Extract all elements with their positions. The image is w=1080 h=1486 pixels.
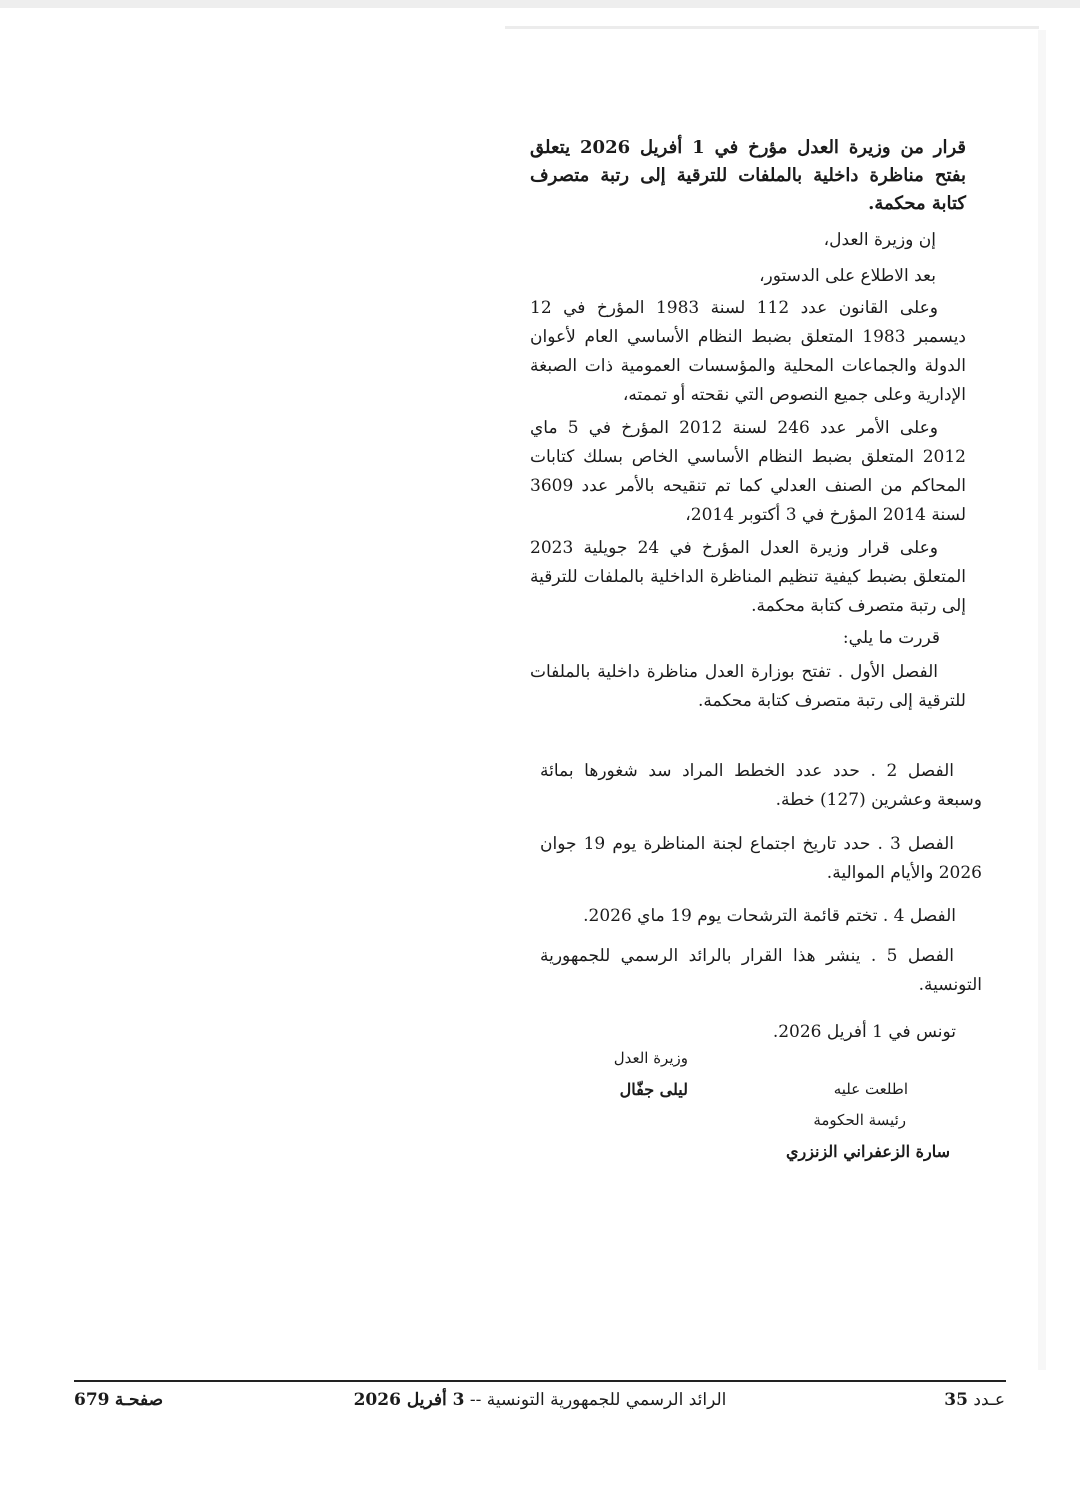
journal-separator: -- xyxy=(469,1390,482,1410)
footer-journal xyxy=(330,1390,750,1410)
decided-line: قررت ما يلي: xyxy=(842,628,940,648)
pm-name: سارة الزعفراني الزنزري xyxy=(785,1142,950,1161)
minister-title: وزيرة العدل xyxy=(613,1049,688,1067)
seen-label: اطلعت عليه xyxy=(833,1080,908,1098)
article-3: الفصل 3 . حدد تاريخ اجتماع لجنة المناظرة يوم 19 جوان 2026 والأيام الموالية. xyxy=(540,834,982,883)
article-1: الفصل الأول . تفتح بوزارة العدل مناظرة داخلية بالملفات للترقية إلى رتبة متصرف كتابة محكمة. xyxy=(530,662,966,711)
footer-issue xyxy=(905,1390,1005,1410)
decree-title: قرار من وزيرة العدل مؤرخ في 1 أفريل 2026 يتعلق بفتح مناظرة داخلية بالملفات للترقية إلى رتبة متصرف كتابة محكمة. xyxy=(530,137,966,214)
page-number: 679 xyxy=(74,1390,110,1410)
journal-name: الرائد الرسمي للجمهورية التونسية xyxy=(486,1390,727,1410)
top-strip xyxy=(0,0,1080,8)
footer-page xyxy=(74,1390,184,1410)
article-2: الفصل 2 . حدد عدد الخطط المراد سد شغورها بمائة وسبعة وعشرين (127) خطة. xyxy=(540,761,982,810)
preamble-minister: إن وزيرة العدل، xyxy=(823,230,936,250)
preamble-decree: وعلى الأمر عدد 246 لسنة 2012 المؤرخ في 5 ماي 2012 المتعلق بضبط النظام الأساسي الخاص بسلك كتابات المحاكم من الصنف العدلي كما تم تنقيحه بالأمر عدد 3609 لسنة 2014 المؤرخ في 3 أكتوبر 2014، xyxy=(530,418,966,525)
page-edge-shade xyxy=(1038,30,1046,1370)
page-label: صفحـة xyxy=(114,1390,164,1410)
issue-label: عـدد xyxy=(973,1390,1005,1410)
issue-number: 35 xyxy=(944,1390,968,1410)
top-rule xyxy=(505,26,1039,29)
journal-date: 3 أفريل 2026 xyxy=(353,1390,465,1410)
preamble-constitution: بعد الاطلاع على الدستور، xyxy=(759,266,936,286)
place-date: تونس في 1 أفريل 2026. xyxy=(772,1022,956,1042)
pm-title: رئيسة الحكومة xyxy=(813,1111,906,1129)
preamble-law: وعلى القانون عدد 112 لسنة 1983 المؤرخ في 12 ديسمبر 1983 المتعلق بضبط النظام الأساسي العام لأعوان الدولة والجماعات المحلية والمؤسسات العمومية ذات الصبغة الإدارية وعلى جميع النصوص التي نقحته أو تممته، xyxy=(530,298,966,405)
article-4: الفصل 4 . تختم قائمة الترشحات يوم 19 ماي 2026. xyxy=(583,906,956,926)
footer-rule xyxy=(74,1380,1006,1382)
minister-name: ليلى جفّال xyxy=(619,1080,688,1099)
article-5: الفصل 5 . ينشر هذا القرار بالرائد الرسمي للجمهورية التونسية. xyxy=(540,946,982,995)
preamble-order: وعلى قرار وزيرة العدل المؤرخ في 24 جويلية 2023 المتعلق بضبط كيفية تنظيم المناظرة الداخلية بالملفات للترقية إلى رتبة متصرف كتابة محكمة. xyxy=(530,538,966,616)
